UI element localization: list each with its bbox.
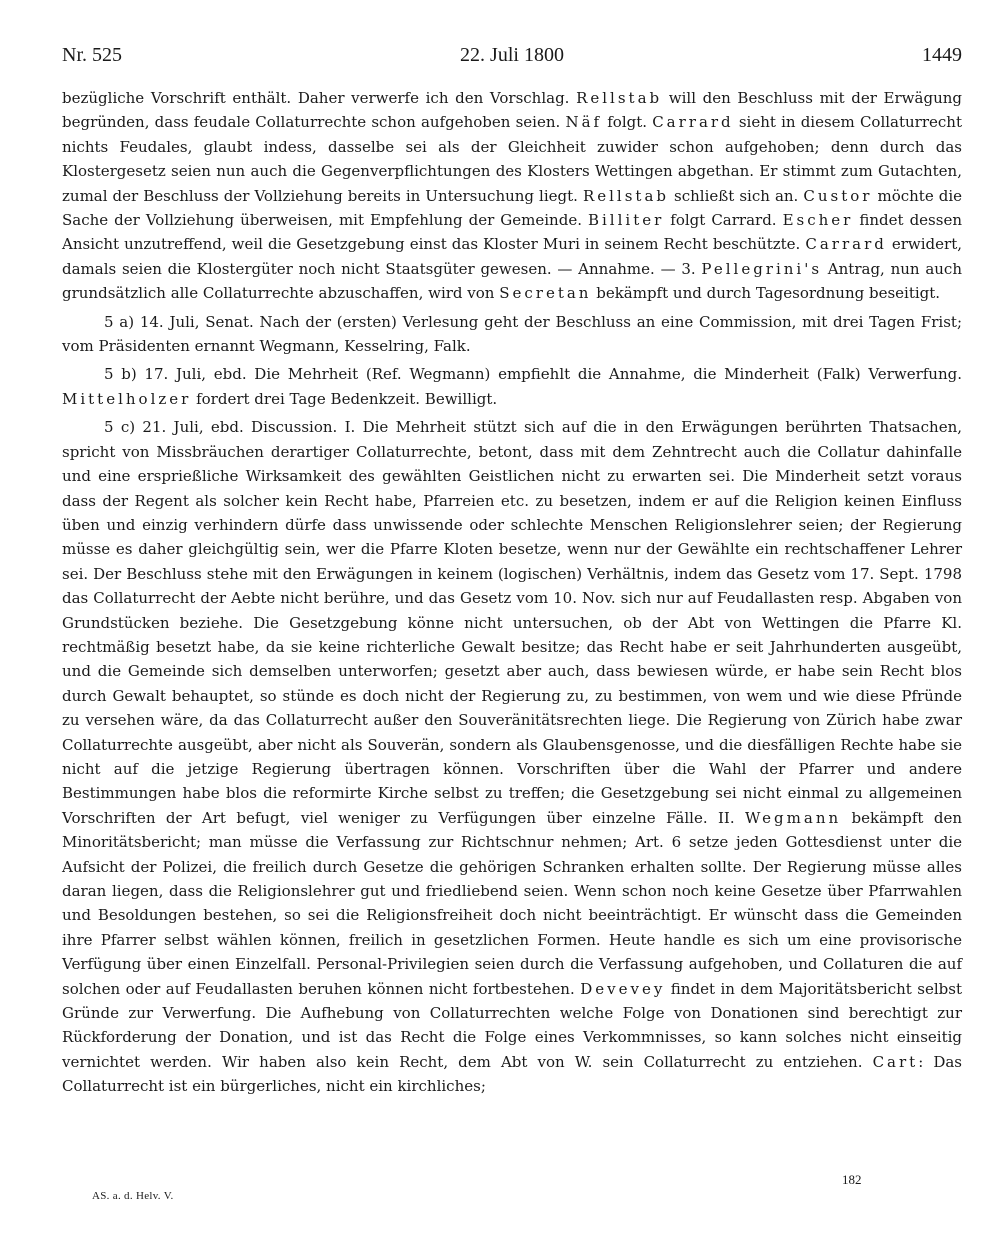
text-run: sieht in diesem Collaturrecht nichts Feudales, glaubt indess, dasselbe sei als der Gleichheit zuwider schon aufgehoben; denn durch das Klostergesetz seien nun auch die Gegenverpflichtungen des Klosters Wettingen abgethan. Er stimmt zum Gutachten, zumal der Beschluss der Vollziehung bereits in Untersuchung liegt. [62,113,962,205]
running-header [62,40,962,74]
source-footer: AS. a. d. Helv. V. [92,1190,174,1202]
speaker-name: Pellegrini's [701,259,823,278]
document-date: 22. Juli 1800 [460,44,564,66]
speaker-name: Cart [872,1052,919,1071]
text-run: bekämpft den Minoritätsbericht; man müsse die Verfassung zur Richtschnur nehmen; Art. 6 setze jeden Gottesdienst unter die Aufsicht der Polizei, die freilich durch Gesetze die gehörigen Schranken erhalten sollte. Der Regierung müsse alles daran liegen, dass die Religionslehrer gut und friedliebend seien. Wenn schon noch keine Gesetze über Pfarrwahlen und Besoldungen bestehen, so sei die Religionsfreiheit doch nicht beeinträchtigt. Er wünscht dass die Gemeinden ihre Pfarrer selbst wählen können, freilich in gesetzlichen Formen. Heute handle es sich um eine provisorische Verfügung über einen Einzelfall. Personal-Privilegien seien durch die Verfassung aufgehoben, und Collaturen die auf solchen oder auf Feudallasten beruhen können nicht fortbestehen. [62,808,962,998]
speaker-name: Carrard [805,235,887,254]
text-run: schließt sich an. [669,186,804,205]
speaker-name: Mittelholzer [62,389,192,408]
speaker-name: Billiter [587,211,665,230]
speaker-name: Näf [565,113,603,132]
text-run: folgt. [602,113,653,132]
speaker-name: Rellstab [582,186,670,205]
speaker-name: Escher [782,211,854,230]
speaker-name: Carrard [652,113,734,132]
document-number: Nr. 525 [62,44,122,66]
text-run: bekämpft und durch Tagesordnung beseitigt. [591,284,941,303]
speaker-name: Wegmann [744,808,842,827]
text-run: will den Beschluss mit der Erwägung begründen, dass feudale Collaturrechte schon aufgehoben seien. [62,89,962,132]
text-run: fordert drei Tage Bedenkzeit. Bewilligt. [191,389,498,408]
paragraph-1 [62,86,962,306]
paragraph-3 [62,362,962,411]
speaker-name: Secretan [499,284,592,303]
text-run: 5 c) 21. Juli, ebd. Discussion. I. Die Mehrheit stützt sich auf die in den Erwägungen berührten Thatsachen, spricht von Missbräuchen derartiger Collaturrechte, betont, dass mit dem Zehntrecht auch die Collatur dahinfalle und eine ersprießliche Wirksamkeit des gewählten Geistlichen nicht zu erwarten sei. Die Minderheit setzt voraus dass der Regent als solcher kein Recht habe, Pfarreien etc. zu besetzen, indem er auf die Religion keinen Einfluss üben und einzig verhindern dürfe dass unwissende oder schlechte Menschen Religionslehrer seien; der Regierung müsse es daher gleichgültig sein, wer die Pfarre Kloten besetze, wenn nur der Gewählte ein rechtschaffener Lehrer sei. Der Beschluss stehe mit den Erwägungen in keinem (logischen) Verhältnis, indem das Gesetz vom 17. Sept. 1798 das Collaturrecht der Aebte nicht berühre, und das Gesetz vom 10. Nov. sich nur auf Feudallasten resp. Abgaben von Grundstücken beziehe. Die Gesetzgebung könne nicht untersuchen, ob der Abt von Wettingen die Pfarre Kl. rechtmäßig besetzt habe, da sie keine richterliche Gewalt besitze; das Recht habe er seit Jahrhunderten ausgeübt, und die Gemeinde sich demselben unterworfen; gesetzt aber auch, dass bewiesen würde, er habe sein Recht blos durch Gewalt behauptet, so stünde es doch nicht der Regierung zu, zu bestimmen, von wem und wie diese Pfründe zu versehen wäre, da das Collaturrecht außer den Souveränitätsrechten liege. Die Regierung von Zürich habe zwar Collaturrechte ausgeübt, aber nicht als Souverän, sondern als Glaubensgenosse, und die diesfälligen Rechte habe sie nicht auf die jetzige Regierung übertragen können. Vorschriften über die Wahl der Pfarrer und andere Bestimmungen habe blos die reformirte Kirche selbst zu treffen; die Gesetzgebung sei nicht einmal zu allgemeinen Vorschriften der Art befugt, viel weniger zu Verfügungen über einzelne Fälle. II. [62,418,962,827]
speaker-name: Custor [803,186,873,205]
text-run: findet in dem Majoritätsbericht selbst Gründe zur Verwerfung. Die Aufhebung von Collaturrechten welche Folge von Donationen sind berechtigt zur Rückforderung der Donation, und ist das Recht die Folge eines Verkommnisses, so kann solches nicht einseitig vernichtet werden. Wir haben also kein Recht, dem Abt von W. sein Collaturrecht zu entziehen. [62,979,962,1071]
text-run: 5 b) 17. Juli, ebd. Die Mehrheit (Ref. Wegmann) empfiehlt die Annahme, die Minderheit (Falk) Verwerfung. [104,365,962,384]
text-run: findet dessen Ansicht unzutreffend, weil die Gesetzgebung einst das Kloster Muri in seinem Recht beschützte. [62,211,962,254]
text-run: 5 a) 14. Juli, Senat. Nach der (ersten) Verlesung geht der Beschluss an eine Commission, mit drei Tagen Frist; vom Präsidenten ernannt Wegmann, Kesselring, Falk. [62,312,962,356]
paragraph-4 [62,415,962,1098]
text-run: folgt Carrard. [664,211,783,230]
text-run: Antrag, nun auch grundsätzlich alle Collaturrechte abzuschaffen, wird von [62,259,962,303]
body-text [62,86,962,1099]
text-run: bezügliche Vorschrift enthält. Daher verwerfe ich den Vorschlag. [62,89,577,107]
text-run: möchte die Sache der Vollziehung überweisen, mit Empfehlung der Gemeinde. [62,186,962,230]
speaker-name: Devevey [580,979,666,998]
text-run: : Das Collaturrecht ist ein bürgerliches, nicht ein kirchliches; [62,1052,962,1096]
sheet-signature: 182 [842,1172,862,1187]
text-run: erwidert, damals seien die Klostergüter noch nicht Staatsgüter gewesen. — Annahme. — 3. [62,235,962,278]
paragraph-2 [62,310,962,359]
speaker-name: Rellstab [576,89,663,107]
page-number: 1449 [922,44,962,66]
